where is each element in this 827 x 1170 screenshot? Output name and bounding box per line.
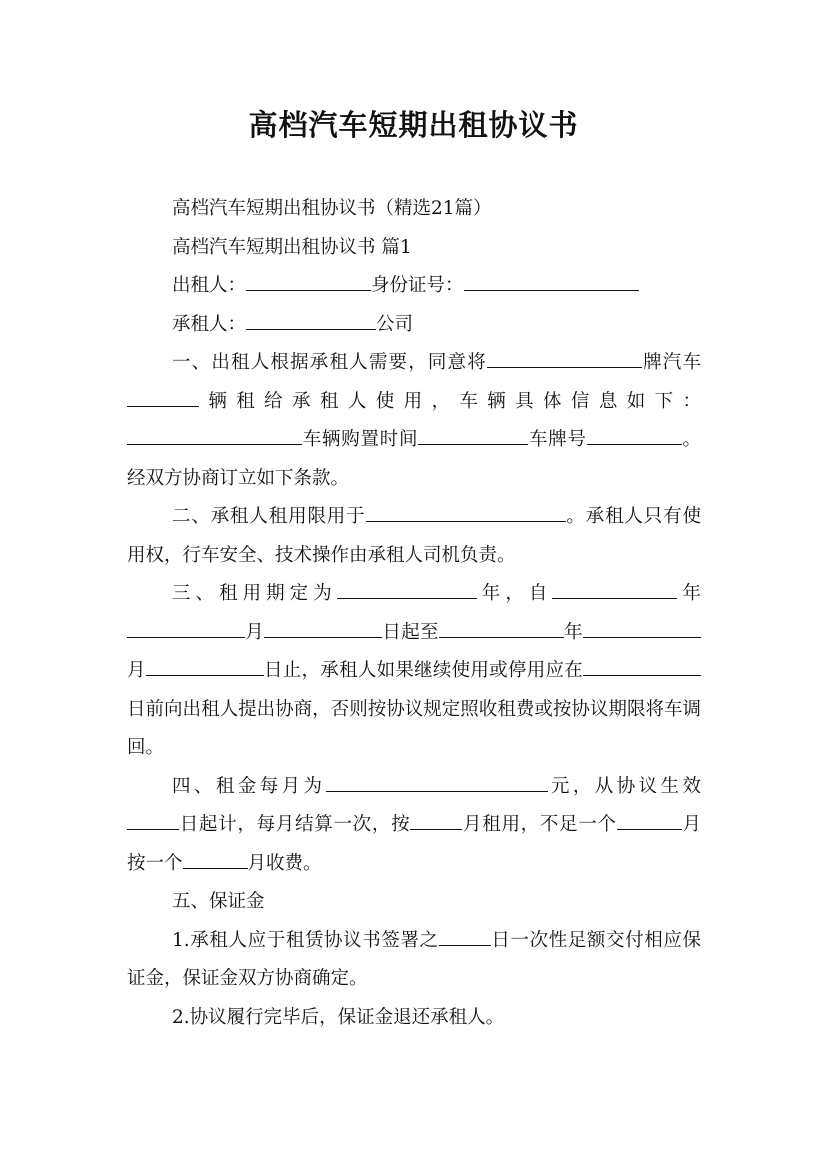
clause1-text-f: 。经双方协商订立如下条款。 [127,429,701,489]
clause3-blank-end-day [146,658,264,677]
subtitle: 高档汽车短期出租协议书（精选21篇） [172,198,492,219]
clause-2 [127,498,701,575]
clause3-day-from: 日起至 [382,621,439,643]
clause4-text-e: 月按一个 [127,814,701,874]
clause3-blank-start-day [264,619,382,638]
clause3-blank-start-year [552,581,677,600]
clause1-text-e: 车牌号 [528,429,587,450]
clause-5-item-1 [127,922,701,999]
clause3-blank-term [337,581,477,600]
document-body [127,190,701,1037]
section-heading: 高档汽车短期出租协议书 篇1 [172,236,412,258]
clause4-blank-effective [127,812,179,831]
clause3-year-1: 年 [476,583,506,604]
clause3-day-before: 日前向出租人提出协商，否则按协议规定照收租费或按协议期限将车调回。 [127,698,701,758]
clause3-blank-end-month [583,619,701,638]
clause4-blank-month-2 [617,812,682,831]
clause-5-heading: 五、保证金 [172,891,265,912]
clause3-month-1: 月 [245,621,265,643]
clause1-blank-plate [487,350,642,369]
clause1-blank-plate-number [587,427,682,446]
clause-5-item-2: 2.协议履行完毕后，保证金退还承租人。 [172,1006,505,1028]
clause1-blank-count [127,388,199,407]
clause4-text-a: 四、租金每月为 [172,775,326,797]
clause4-text-c: 日起计，每月结算一次，按 [179,814,411,835]
lessee-line [127,306,701,345]
clause3-month-2: 月 [127,660,146,681]
clause5-item1-text-b: 日一次性足额交付相应保证金，保证金双方协商确定。 [127,929,701,989]
clause3-from: ，自 [505,583,553,604]
clause5-item1-text-a: 1.承租人应于租赁协议书签署之 [172,929,439,951]
lessee-blank [246,311,376,330]
clause4-blank-rent [326,773,548,792]
clause1-text-b: 牌汽车 [641,352,701,373]
clause4-text-b: 元，从协议生效 [547,775,701,797]
clause1-blank-info [127,427,302,446]
clause2-text-b: 。承租人只有使用权，行车安全、技术操作由承租人司机负责。 [127,506,701,566]
clause2-text-a: 二、承租人租用限用于 [172,506,366,527]
clause4-text-d: 月租用，不足一个 [462,814,617,835]
clause-1 [127,344,701,498]
company-suffix: 公司 [376,313,414,335]
clause-4 [127,768,701,884]
clause3-year-2: 年 [677,583,701,604]
clause-3 [127,575,701,768]
clause3-day-end: 日止，承租人如果继续使用或停用应在 [263,660,583,681]
id-blank [464,273,639,292]
lessee-label: 承租人： [172,313,247,335]
clause1-text-d: 车辆购置时间 [302,429,419,450]
clause3-blank-notice [583,658,701,677]
clause3-blank-end-year [439,619,564,638]
clause3-blank-start-month [127,619,245,638]
clause4-blank-month-3 [183,850,248,869]
lessor-blank [246,273,371,292]
clause1-blank-date [418,427,528,446]
clause2-blank-scope [366,504,566,523]
id-label: 身份证号： [371,275,464,296]
document-title: 高档汽车短期出租协议书 [248,108,579,142]
clause1-text-a: 一、出租人根据承租人需要，同意将 [172,352,487,373]
clause4-text-f: 月收费。 [247,852,322,874]
clause5-blank-days [439,927,491,946]
lessor-line [127,267,701,306]
clause4-blank-month-1 [410,812,462,831]
clause3-text-a: 三、租用期定为 [172,583,337,604]
clause1-text-c: 辆租给承租人使用，车辆具体信息如下： [199,390,701,412]
clause3-year-3: 年 [563,621,583,643]
lessor-label: 出租人： [172,275,247,296]
